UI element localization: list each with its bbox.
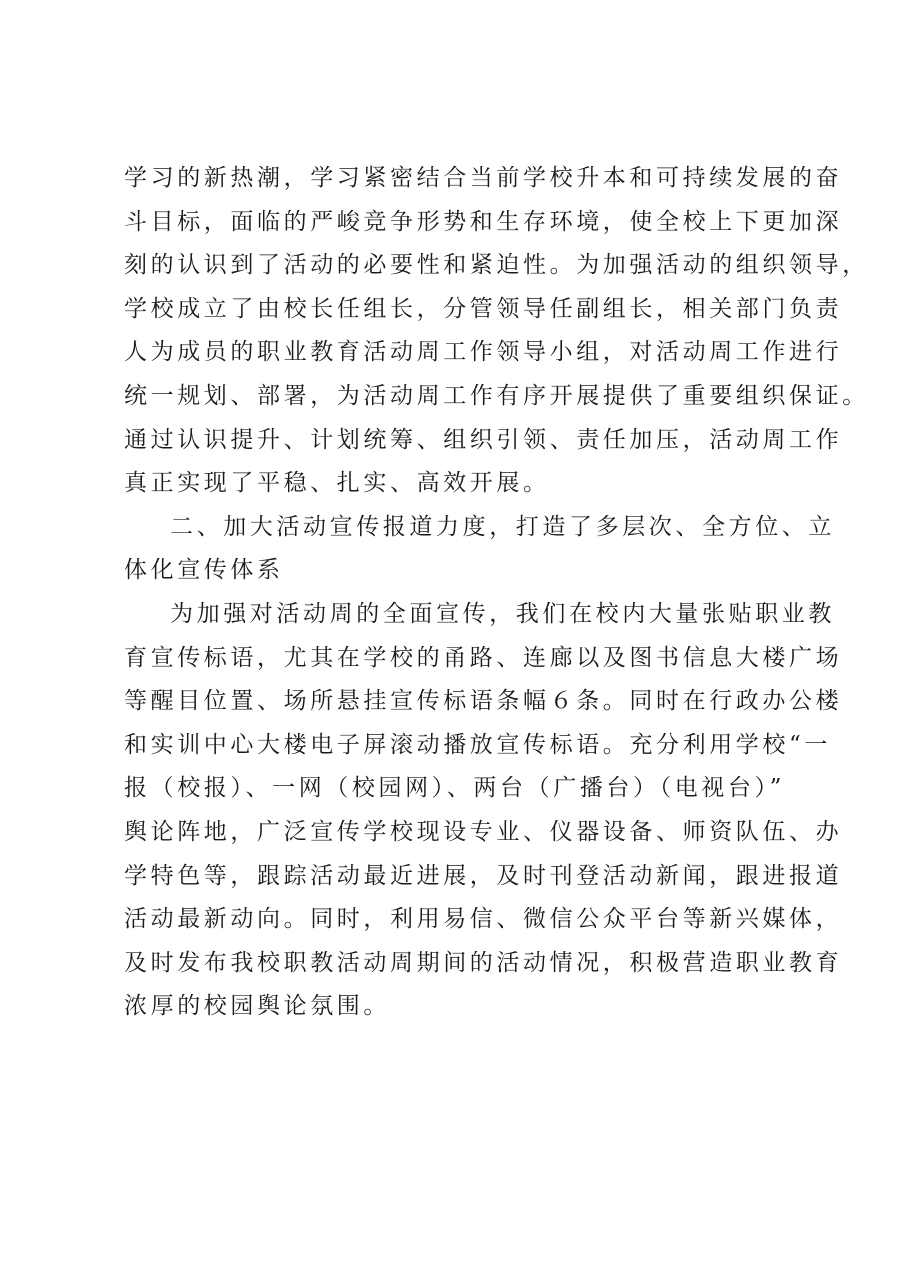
text-line: 及时发布我校职教活动周期间的活动情况，积极营造职业教育	[124, 949, 843, 976]
text-line: 浓厚的校园舆论氛围。	[124, 993, 390, 1020]
text-line: 育宣传标语，尤其在学校的甬路、连廊以及图书信息大楼广场	[124, 644, 843, 671]
text-line: 通过认识提升、计划统筹、组织引领、责任加压，活动周工作	[124, 426, 843, 453]
text-line: 和实训中心大楼电子屏滚动播放宣传标语。充分利用学校“一	[124, 731, 831, 758]
text-line: 真正实现了平稳、扎实、高效开展。	[124, 470, 550, 497]
text-line: 体化宣传体系	[124, 557, 284, 584]
text-line: 斗目标，面临的严峻竞争形势和生存环境，使全校上下更加深	[124, 208, 843, 235]
text-line: 报（校报）、一网（校园网）、两台（广播台）（电视台）”	[124, 775, 785, 802]
text-line: 学特色等，跟踪活动最近进展，及时刊登活动新闻，跟进报道	[124, 862, 843, 889]
text-line: 人为成员的职业教育活动周工作领导小组，对活动周工作进行	[124, 339, 843, 366]
text-line: 活动最新动向。同时，利用易信、微信公众平台等新兴媒体，	[124, 906, 843, 933]
text-line: 为加强对活动周的全面宣传，我们在校内大量张贴职业教	[170, 600, 835, 627]
text-line: 学习的新热潮，学习紧密结合当前学校升本和可持续发展的奋	[124, 165, 843, 191]
text-line: 二、加大活动宣传报道力度，打造了多层次、全方位、立	[170, 513, 835, 540]
text-line: 统一规划、部署，为活动周工作有序开展提供了重要组织保证。	[124, 382, 869, 409]
body-text	[124, 157, 869, 1029]
text-line: 学校成立了由校长任组长，分管领导任副组长，相关部门负责	[124, 295, 843, 322]
text-line: 刻的认识到了活动的必要性和紧迫性。为加强活动的组织领导，	[124, 252, 869, 279]
text-line: 等醒目位置、场所悬挂宣传标语条幅６条。同时在行政办公楼	[124, 688, 843, 715]
text-line: 舆论阵地，广泛宣传学校现设专业、仪器设备、师资队伍、办	[124, 818, 843, 845]
